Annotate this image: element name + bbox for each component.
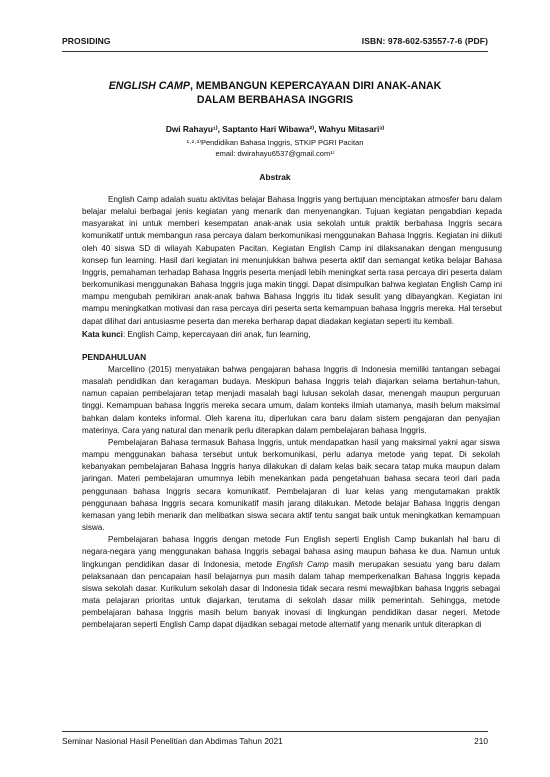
- affiliation-block: [62, 137, 488, 159]
- title-em: ENGLISH CAMP: [108, 80, 190, 92]
- page-number: 210: [474, 736, 488, 746]
- footer-text: Seminar Nasional Hasil Penelitian dan Abdimas Tahun 2021: [62, 736, 283, 746]
- abstract-body: English Camp adalah suatu aktivitas belajar Bahasa Inggris yang bertujuan menciptakan atmosfer baru dalam belajar melalui berbagai jenis kegiatan yang menarik dan menyenangkan. Tujuan kegiatan pengabdian kepada masyarakat ini untuk memberi kesempatan anak-anak usia sekolah untuk praktik berbahasa Inggris secara komunikatif untuk membangun rasa percaya dalam berkomunikasi menggunakan Bahasa Inggris. Kegiatan ini diikuti oleh 40 siswa SD di wilayah Kabupaten Pacitan. Kegiatan English Camp ini dilaksanakan dengan mengusung konsep fun learning. Hasil dari kegiatan ini menunjukkan bahwa peserta aktif dan semangat ketika belajar Bahasa Inggris, pemahaman terhadap Bahasa Inggris peserta menjadi lebih meningkat serta rasa percaya diri peserta dalam berkomunikasi menggunakan Bahasa Inggris juga makin tinggi. Dapat disimpulkan bahwa kegiatan English Camp ini mampu mengubah pemikiran anak-anak bahwa Bahasa Inggris itu tidak sesulit yang dibayangkan. Kegiatan ini mampu meningkatkan motivasi dan rasa percaya diri peserta serta kemampuan bahasa Inggris mereka. Hal tersebut dapat dilihat dari antusiasme peserta dan mereka berharap dapat diadakan kegiatan seperti itu kembali.: [82, 195, 502, 326]
- section-body: [82, 364, 500, 631]
- footer-rule: [62, 731, 488, 732]
- paragraph-3: [82, 534, 500, 631]
- paragraph-3-b: masih merupakan sesuatu yang baru dalam pelaksanaan dan pencapaian hasil belajarnya pun masih dalam tahap memperkenalkan Bahasa Inggris kepada siswa sekolah dasar. Kurikulum sekolah dasar di Indonesia tidak secara resmi mewajibkan bahasa Inggris sebagai mata pelajaran prioritas untuk diajarkan, terutama di sekolah dasar milik pemerintah. Sehingga, metode pembelajaran bahasa Inggris masih belum banyak inovasi di lingkungan pendidikan dasar negeri. Metode pembelajaran seperti English Camp dapat dijadikan sebagai metode alternatif yang menarik untuk diterapkan di: [82, 559, 500, 630]
- affiliation: ¹·²·³⁾Pendidikan Bahasa Inggris, STKIP PGRI Pacitan: [186, 138, 364, 147]
- paragraph-3-a: Pembelajaran bahasa Inggris dengan metode Fun English seperti English Camp bukanlah hal baru di negara-negara yang menggunakan bahasa Inggris sebagai bahasa asing maupun bahasa ke dua. Namun untuk lingkungan pendidikan dasar di Indonesia, metode: [82, 535, 500, 569]
- title-line2: DALAM BERBAHASA INGGRIS: [196, 94, 354, 106]
- section-heading: PENDAHULUAN: [82, 352, 147, 362]
- paragraph-1: Marcellino (2015) menyatakan bahwa pengajaran bahasa Inggris di Indonesia memiliki tantangan sebagai masalah pendidikan dan keragaman budaya. Meskipun bahasa Inggris telah diajarkan selama bertahun-tahun, namun capaian pembelajaran tetap menjadi masalah bagi lulusan sekolah dasar, menengah maupun perguruan tinggi. Kemampuan bahasa Inggris mereka secara umum, dalam konteks ilmiah utamanya, masih belum maksimal bahkan dalam konteks informal. Oleh karena itu, diperlukan cara baru dalam sistem pengajaran dan penyajian materinya. Cara yang natural dan menarik perlu diterapkan dalam pembelajaran bahasa Inggris.: [82, 365, 500, 435]
- footer: [62, 736, 488, 746]
- keywords-label: Kata kunci: [82, 330, 123, 339]
- keywords: [82, 329, 502, 341]
- header-isbn: ISBN: 978-602-53557-7-6 (PDF): [361, 36, 488, 46]
- header-rule: [62, 51, 488, 52]
- email: email: dwirahayu6537@gmail.com¹⁾: [215, 149, 335, 158]
- paper-title: [62, 79, 488, 107]
- paragraph-2: Pembelajaran Bahasa termasuk Bahasa Inggris, untuk mendapatkan hasil yang maksimal yakni agar siswa mampu menggunakan bahasa tersebut untuk berkomunikasi, perlu adanya metode yang tepat. Di sekolah kebanyakan pembelajaran Bahasa Inggris hanya dilakukan di dalam kelas baik secara tatap muka maupun dalam jaringan. Materi pembelajaran umumnya lebih menekankan pada pengetahuan bahasa secara teori dari pada penggunaan bahasa Inggris secara komunikatif. Pembelajaran di luar kelas yang mengutamakan praktik penggunaan bahasa Inggris secara komunikatif masih jarang dilakukan. Metode belajar Bahasa Inggris dengan kemasan yang lebih menarik dan melibatkan siswa secara aktif tentu sangat baik untuk meningkatkan kemampuan siswa.: [82, 437, 500, 533]
- header-left: PROSIDING: [62, 36, 111, 46]
- authors: Dwi Rahayu¹⁾, Saptanto Hari Wibawa²⁾, Wahyu Mitasari³⁾: [165, 124, 385, 134]
- abstract-heading: Abstrak: [259, 172, 291, 182]
- running-header: [62, 36, 488, 48]
- paragraph-3-em: English Camp: [276, 559, 329, 569]
- keywords-value: : English Camp, kepercayaan diri anak, fun learning,: [122, 330, 311, 339]
- title-line1: , MEMBANGUN KEPERCAYAAN DIRI ANAK-ANAK: [189, 80, 442, 92]
- abstract-text: [82, 194, 502, 328]
